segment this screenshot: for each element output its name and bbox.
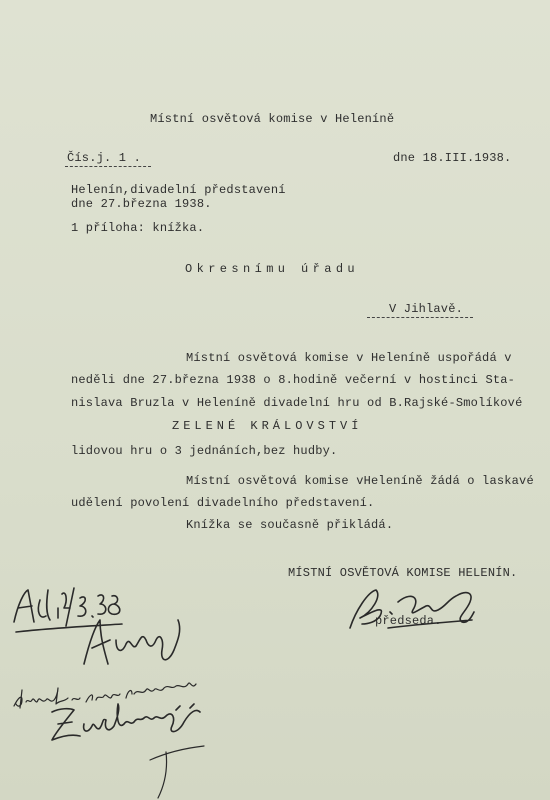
receiver-signature xyxy=(52,704,200,740)
initials-scrawl xyxy=(84,620,180,664)
recipient-city: V Jihlavě. xyxy=(389,302,464,316)
request-line-2: udělení povolení divadelního představení. xyxy=(71,496,375,510)
committee-signature-block: MÍSTNÍ OSVĚTOVÁ KOMISE HELENÍN. xyxy=(288,566,518,580)
recipient-office: Okresnímu úřadu xyxy=(185,262,360,276)
chair-signature xyxy=(350,590,474,628)
subject-line-2: dne 27.března 1938. xyxy=(71,197,212,211)
subject-line-1: Helenín,divadelní představení xyxy=(71,183,286,197)
enclosure-note: 1 příloha: knížka. xyxy=(71,221,205,235)
body-line-4: lidovou hru o 3 jednáních,bez hudby. xyxy=(71,444,338,458)
letterhead-title: Místní osvětová komise v Helenínĕ xyxy=(150,112,395,126)
handwritten-note xyxy=(14,683,196,708)
office-mark xyxy=(14,588,122,632)
body-line-2: neděli dne 27.března 1938 o 8.hodině večerní v hostinci Sta- xyxy=(71,373,516,387)
request-line-1: Místní osvětová komise vHeleníně žádá o laskavé xyxy=(186,474,534,488)
receiver-underline-stroke xyxy=(150,746,204,798)
chair-role: předseda. xyxy=(375,614,442,628)
letter-date: dne 18.III.1938. xyxy=(393,151,512,165)
attachment-line: Knížka se současně přikládá. xyxy=(186,518,394,532)
body-line-3: nislava Bruzla v Heleníně divadelní hru od B.Rajské-Smolíkové xyxy=(71,396,523,410)
play-title: ZELENÉ KRÁLOVSTVÍ xyxy=(172,419,363,433)
body-line-1: Místní osvětová komise v Heleníně uspořádá v xyxy=(186,351,512,365)
reference-number: Čís.j. 1 . xyxy=(67,151,142,165)
